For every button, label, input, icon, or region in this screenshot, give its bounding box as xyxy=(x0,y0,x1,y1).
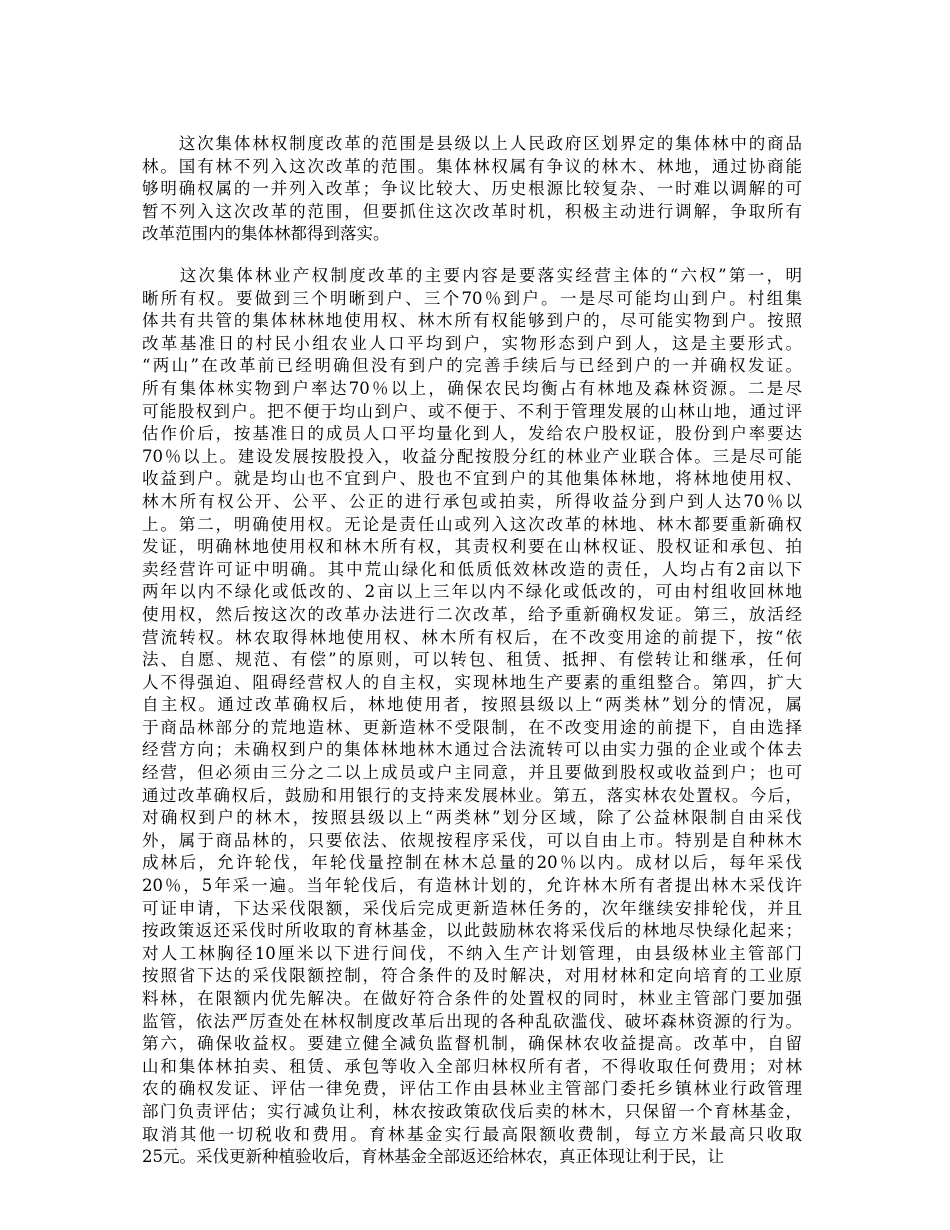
text-line: 20％，5年采一遍。当年轮伐后，有造林计划的，允许林木所有者提出林木采伐许 xyxy=(142,876,802,896)
text-line: 卖经营许可证中明确。其中荒山绿化和低质低效林改造的责任，人均占有2亩以下 xyxy=(142,559,802,579)
text-line: 可能股权到户。把不便于均山到户、或不便于、不利于管理发展的山林山地，通过评 xyxy=(142,401,802,421)
text-line: 林木所有权公开、公平、公正的进行承包或拍卖，所得收益分到户到人达70％以 xyxy=(142,491,802,511)
paragraph-reform-scope xyxy=(142,133,802,246)
text-line: 成林后，允许轮伐，年轮伐量控制在林木总量的20％以内。成材以后，每年采伐 xyxy=(142,853,802,873)
text-line: 按政策返还采伐时所收取的育林基金，以此鼓励林农将采伐后的林地尽快绿化起来； xyxy=(142,921,802,941)
text-line: 对人工林胸径10厘米以下进行间伐，不纳入生产计划管理，由县级林业主管部门 xyxy=(142,943,802,963)
text-line: 所有集体林实物到户率达70％以上，确保农民均衡占有林地及森林资源。二是尽 xyxy=(142,378,802,398)
text-line: 自主权。通过改革确权后，林地使用者，按照县级以上“两类林”划分的情况，属 xyxy=(142,695,802,715)
text-line: 于商品林部分的荒地造林、更新造林不受限制，在不改变用途的前提下，自由选择 xyxy=(142,717,802,737)
text-line: 体共有共管的集体林林地使用权、林木所有权能够到户的，尽可能实物到户。按照 xyxy=(142,311,802,331)
text-line: 可证申请，下达采伐限额，采伐后完成更新造林任务的，次年继续安排轮伐，并且 xyxy=(142,898,802,918)
text-line: 按照省下达的采伐限额控制，符合条件的及时解决，对用材林和定向培育的工业原 xyxy=(142,966,802,986)
text-line: 外，属于商品林的，只要依法、依规按程序采伐，可以自由上市。特别是自种林木 xyxy=(142,830,802,850)
text-line: 经营，但必须由三分之二以上成员或户主同意，并且要做到股权或收益到户；也可 xyxy=(142,763,802,783)
text-line: 两年以内不绿化或低改的、2亩以上三年以内不绿化或低改的，可由村组收回林地 xyxy=(142,582,802,602)
text-line: 通过改革确权后，鼓励和用银行的支持来发展林业。第五，落实林农处置权。今后， xyxy=(142,785,802,805)
text-line: 部门负责评估；实行减负让利，林农按政策砍伐后卖的林木，只保留一个育林基金， xyxy=(142,1101,802,1121)
text-line: 山和集体林拍卖、租赁、承包等收入全部归林权所有者，不得收取任何费用；对林 xyxy=(142,1056,802,1076)
text-line: 收益到户。就是均山也不宜到户、股也不宜到户的其他集体林地，将林地使用权、 xyxy=(142,469,802,489)
text-line: 料林，在限额内优先解决。在做好符合条件的处置权的同时，林业主管部门要加强 xyxy=(142,989,802,1008)
text-line: 使用权，然后按这次的改革办法进行二次改革，给予重新确权发证。第三，放活经 xyxy=(142,604,802,624)
text-line: 发证，明确林地使用权和林木所有权，其责权利要在山林权证、股权证和承包、拍 xyxy=(142,537,802,557)
text-line: 法、自愿、规范、有偿”的原则，可以转包、租赁、抵押、有偿转让和继承，任何 xyxy=(142,650,802,670)
text-line: 人不得强迫、阻碍经营权人的自主权，实现林地生产要素的重组整合。第四，扩大 xyxy=(142,672,802,692)
paragraph-reform-content xyxy=(142,265,802,1169)
text-line: 营流转权。林农取得林地使用权、林木所有权后，在不改变用途的前提下，按“依 xyxy=(142,627,802,647)
text-line: 农的确权发证、评估一律免费，评估工作由县林业主管部门委托乡镇林业行政管理 xyxy=(142,1079,802,1099)
text-line: 这次集体林权制度改革的范围是县级以上人民政府区划界定的集体林中的商品 xyxy=(142,134,802,153)
text-line: 改革基准日的村民小组农业人口平均到户，实物形态到户到人，这是主要形式。 xyxy=(142,333,802,353)
text-line: 70％以上。建设发展按股投入，收益分配按股分红的林业产业联合体。三是尽可能 xyxy=(142,446,802,466)
text-line: 对确权到户的林木，按照县级以上“两类林”划分区域，除了公益林限制自由采伐 xyxy=(142,808,802,828)
text-line: 估作价后，按基准日的成员人口平均量化到人，发给农户股权证，股份到户率要达 xyxy=(142,424,802,444)
text-line: 够明确权属的一并列入改革；争议比较大、历史根源比较复杂、一时难以调解的可 xyxy=(142,179,802,199)
text-line: 25元。采伐更新种植验收后，育林基金全部返还给林农，真正体现让利于民，让 xyxy=(142,1147,724,1167)
text-line: 这次集体林业产权制度改革的主要内容是要落实经营主体的“六权”第一，明 xyxy=(142,266,802,285)
text-line: 晰所有权。要做到三个明晰到户、三个70％到户。一是尽可能均山到户。村组集 xyxy=(142,288,802,308)
text-line: 改革范围内的集体林都得到落实。 xyxy=(142,224,390,244)
text-line: 监管，依法严厉查处在林权制度改革后出现的各种乱砍滥伐、破坏森林资源的行为。 xyxy=(142,1011,802,1031)
text-line: 经营方向；未确权到户的集体林地林木通过合法流转可以由实力强的企业或个体去 xyxy=(142,740,802,760)
text-line: 取消其他一切税收和费用。育林基金实行最高限额收费制，每立方米最高只收取 xyxy=(142,1124,802,1144)
text-line: “两山”在改革前已经明确但没有到户的完善手续后与已经到户的一并确权发证。 xyxy=(142,356,802,376)
text-line: 第六，确保收益权。要建立健全减负监督机制，确保林农收益提高。改革中，自留 xyxy=(142,1034,802,1054)
text-line: 暂不列入这次改革的范围，但要抓住这次改革时机，积极主动进行调解，争取所有 xyxy=(142,201,802,221)
text-line: 林。国有林不列入这次改革的范围。集体林权属有争议的林木、林地，通过协商能 xyxy=(142,156,802,176)
text-line: 上。第二，明确使用权。无论是责任山或列入这次改革的林地、林木都要重新确权 xyxy=(142,514,802,534)
